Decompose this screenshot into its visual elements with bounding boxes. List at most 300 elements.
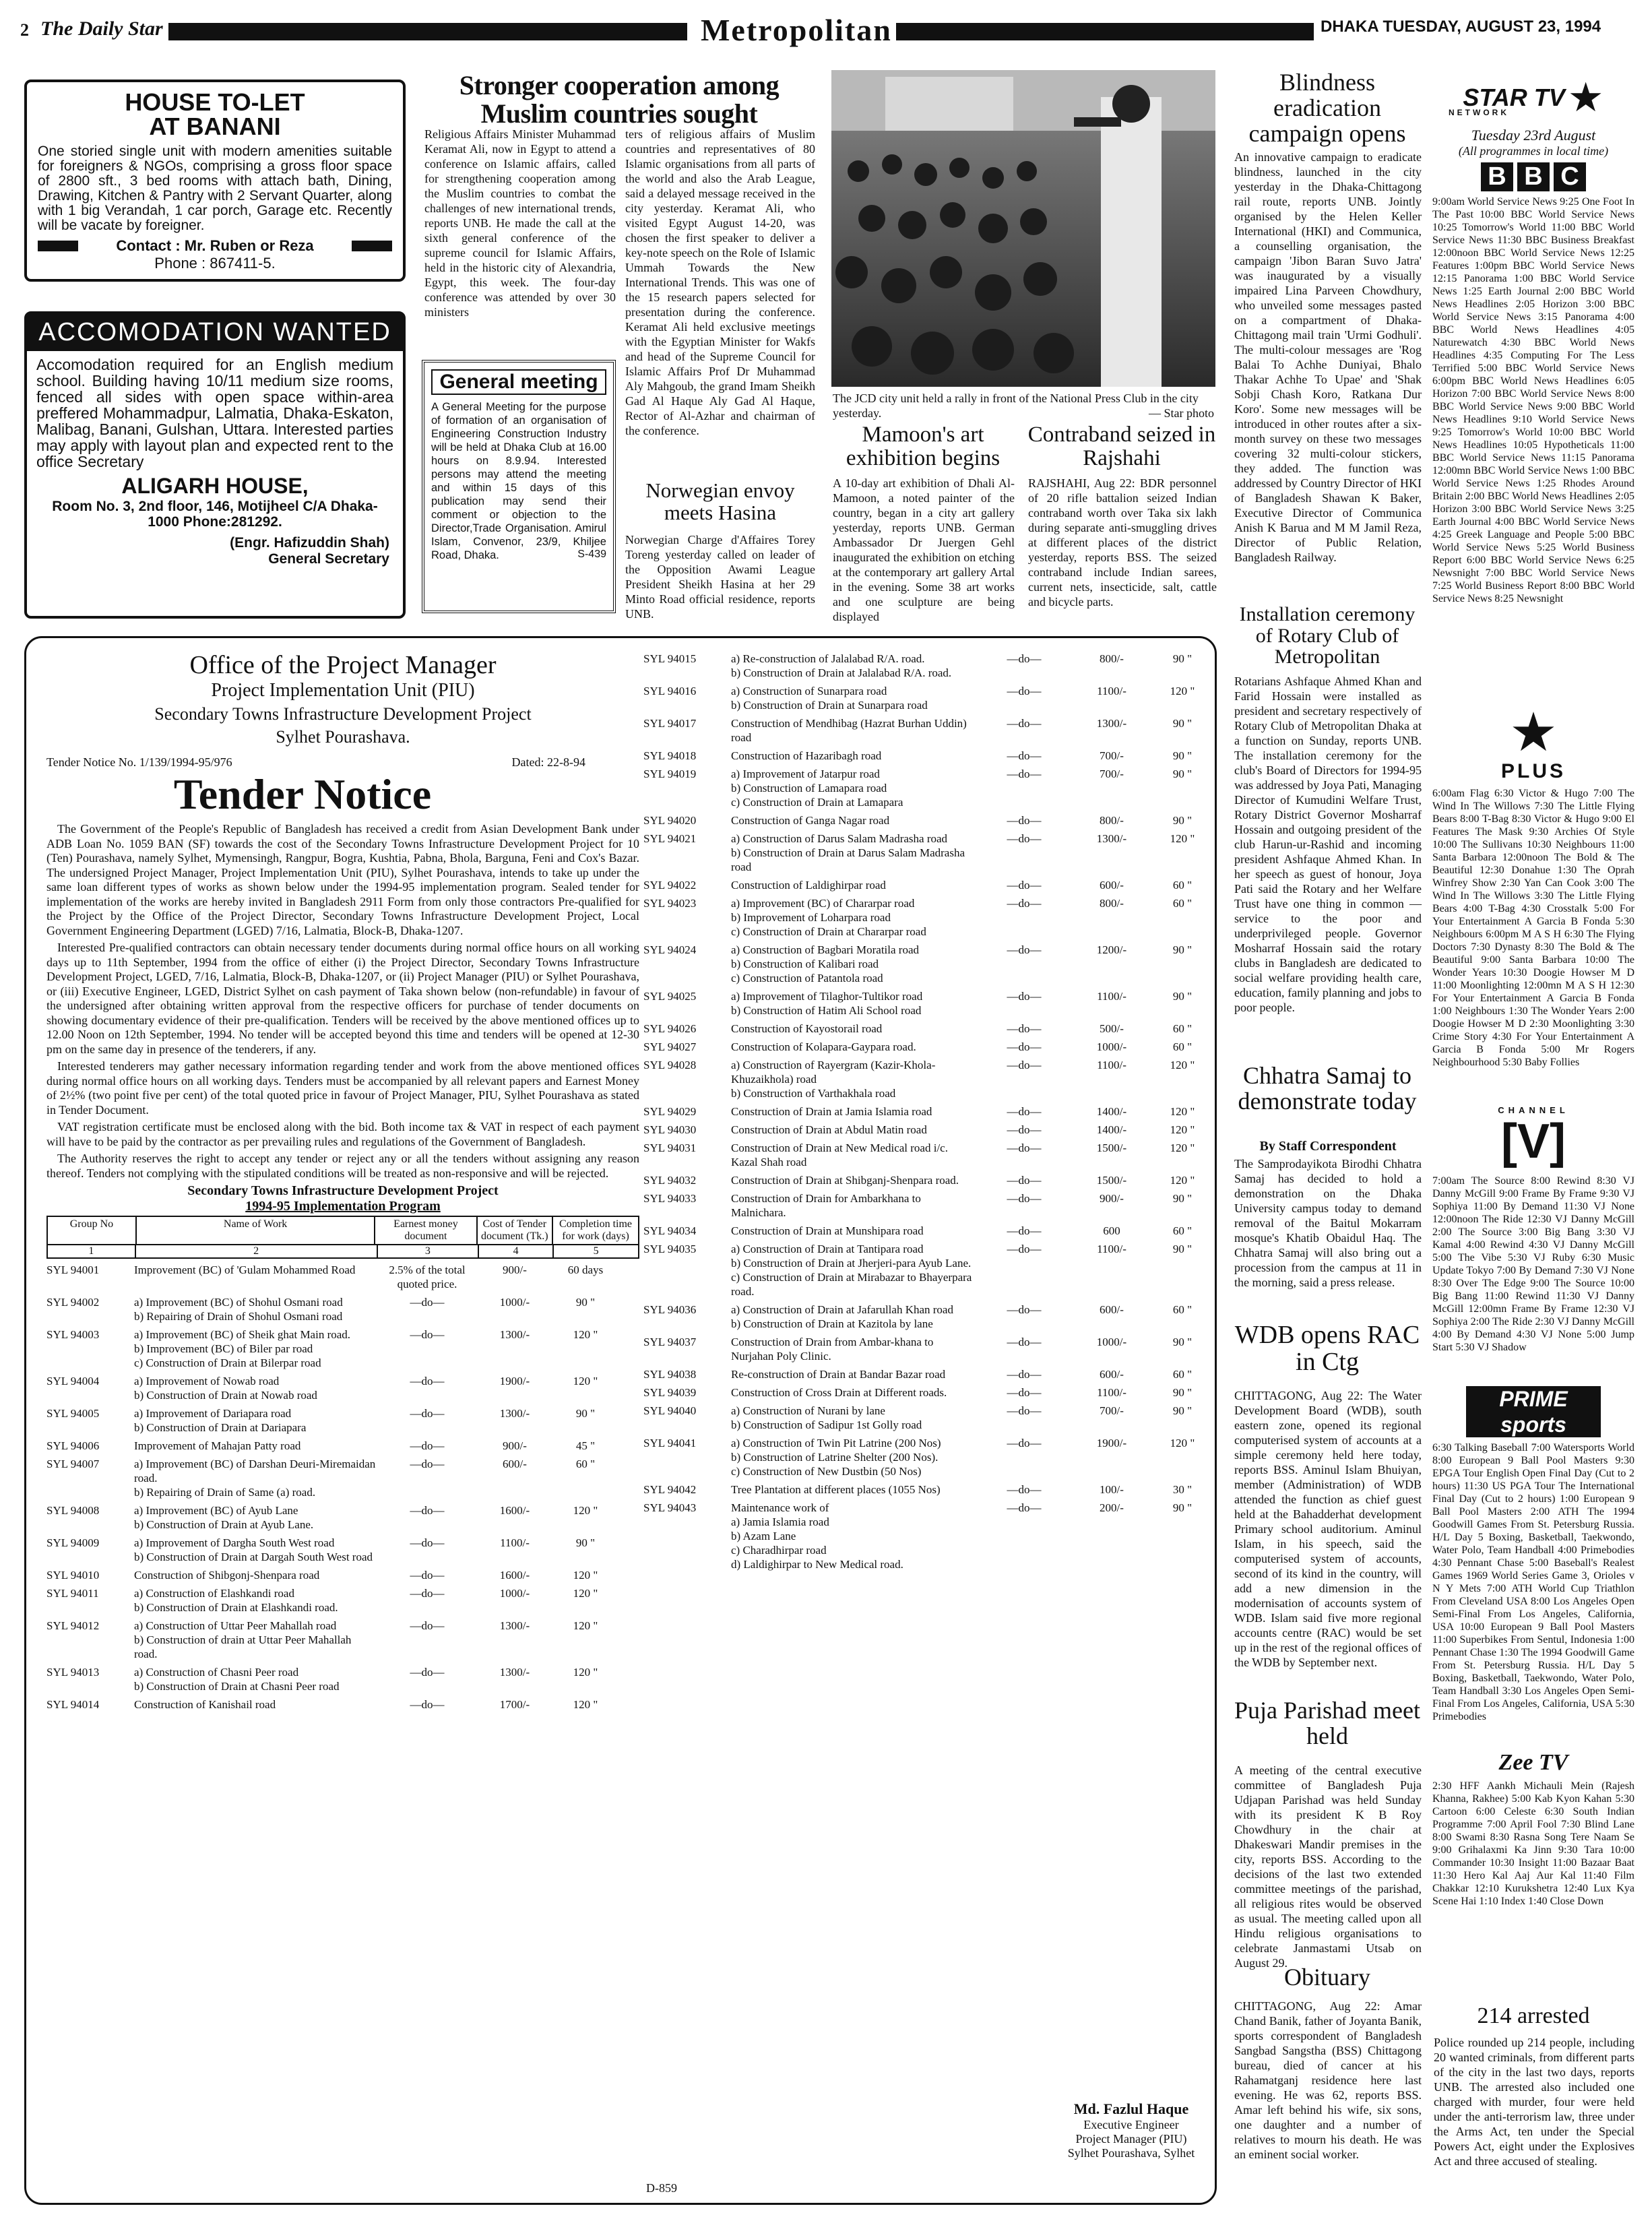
tender-cell-cost [1075,1317,1149,1331]
tender-cell-work-name: a) Construction of Darus Salam Madrasha road [731,832,948,845]
zee-tv-logo: Zee TV [1498,1750,1568,1775]
tender-cell-cost: 800/- [1100,897,1124,910]
tender-cell-group-no [46,1342,134,1356]
tender-row [46,1568,639,1582]
chhatra-byline: By Staff Correspondent [1259,1139,1397,1154]
accommodation-signer: (Engr. Hafizuddin Shah) [230,535,389,551]
tv-time-note: (All programmes in local time) [1458,144,1609,158]
tender-cell-cost [1075,1464,1149,1478]
tender-cell-work-name: b) Construction of Drain at Dariapara [134,1421,307,1434]
tender-row [46,1679,639,1693]
tender-cell-cost: 900/- [503,1439,527,1452]
tender-cell-completion: 120 " [573,1569,598,1582]
tender-cell-group-no: SYL 94033 [643,1192,697,1205]
tender-row [46,1457,639,1485]
tender-cell-group-no: SYL 94001 [46,1263,100,1276]
tender-cell-earnest-money: —do— [1007,1483,1042,1496]
chhatra-body: The Samprodayikota Birodhi Chhatra Samaj has decided to hold a demonstration on the Dhaka University campus today to demand removal of the Baitul Mokarram mosque's Khatib Obaidul Haq. The Chhatra Samaj will also bring out a procession from the campus at 11 in the morning, said a press release. [1234,1157,1422,1289]
tender-cell-group-no: SYL 94008 [46,1504,100,1517]
tender-cell-work-name: Construction of Laldighirpar road [731,879,886,892]
section-title: Metropolitan [701,13,892,47]
tender-cell-work-name: Re-construction of Drain at Bandar Bazar road [731,1368,946,1381]
tender-cell-completion [1149,781,1216,795]
tender-cell-group-no: SYL 94032 [643,1174,697,1187]
tender-cell-earnest-money: —do— [410,1569,445,1582]
tender-row [643,1515,1209,1529]
tender-cell-earnest-money [974,846,1075,874]
rally-photo [831,70,1215,387]
tender-cell-completion: 120 " [573,1666,598,1679]
tender-cell-work-name: b) Construction of Kalibari road [731,958,879,970]
tender-cell-cost [478,1356,552,1370]
channel-v-logo: [V] [1501,1115,1566,1168]
tender-cell-earnest-money: —do— [410,1458,445,1470]
tender-row [643,1501,1209,1515]
tender-cell-cost [1075,666,1149,680]
tender-cell-completion: 60 " [1172,879,1193,892]
tender-row [643,1141,1209,1169]
tender-signer-title2: Project Manager (PIU) [1075,2132,1187,2146]
tender-cell-group-no: SYL 94011 [46,1587,99,1600]
tender-cell-group-no [643,925,731,939]
tender-cell-work-name: a) Construction of Uttar Peer Mahallah road [134,1619,337,1632]
tender-cell-completion: 90 " [1172,749,1193,762]
tender-cell-earnest-money [974,1003,1075,1018]
tender-cell-group-no: SYL 94031 [643,1142,697,1154]
tender-cell-group-no [46,1309,134,1323]
tender-cell-cost [478,1309,552,1323]
tender-cell-completion: 120 " [1170,685,1195,697]
tender-row [643,878,1209,892]
house-to-let-title: HOUSE TO-LET AT BANANI [125,88,305,140]
tender-cell-cost [478,1550,552,1564]
arrested-body: Police rounded up 214 people, including 20 wanted criminals, from different parts of the city in the last two days, reports UNB. The arrested also included one charged with murder, four were held under the anti-terrorism law, three under the Arms Act, ten under the Special Powers Act, eight under the Explosives Act and three accused of stealing. [1434,2036,1634,2168]
general-meeting-code: S-439 [577,549,606,560]
tender-cell-completion: 90 " [1172,814,1193,827]
tender-cell-work-name: Construction of Drain at Jamia Islamia road [731,1105,932,1118]
tender-cell-completion: 120 " [1170,1142,1195,1154]
general-meeting-body: A General Meeting for the purpose of formation of an organisation of Engineering Construction Industry will be held at Dhaka Club at 16.00 hours on 8.9.94. Interested persons may attend the meeting and within 15 days of this publication may send their comment or objection to the Director,Trade Organisation. Amirul Islam, Convenor, 23/9, Khiljee Road, Dhaka. [431,401,606,561]
tender-cell-earnest-money: —do— [1007,1386,1042,1399]
tender-cell-earnest-money: —do— [1007,897,1042,910]
tender-cell-earnest-money: —do— [1007,990,1042,1003]
star-icon: ★ [1567,75,1604,120]
tender-cell-completion [1149,1515,1216,1529]
tender-cell-earnest-money [974,971,1075,985]
tender-cell-completion [1149,910,1216,925]
tender-cell-work-name: Construction of Cross Drain at Different roads. [731,1386,947,1399]
tender-cell-cost: 1400/- [1096,1105,1127,1118]
tender-cell-cost: 1500/- [1096,1174,1127,1187]
tender-row [643,943,1209,957]
tender-cell-completion: 60 " [1172,1224,1193,1237]
tender-place: Sylhet Pourashava. [276,727,410,747]
tender-cell-completion [1149,1557,1216,1571]
tender-cell-group-no [643,781,731,795]
tender-cell-completion: 60 " [1172,1040,1193,1053]
accommodation-ad [24,311,406,619]
tender-cell-work-name: Improvement of Mahajan Patty road [134,1439,301,1452]
tender-row [46,1503,639,1518]
tender-cell-completion: 60 " [1172,1303,1193,1316]
tender-cell-work-name: b) Improvement (BC) of Biler par road [134,1342,313,1355]
tender-cell-work-name: b) Construction of Drain at Nowab road [134,1389,317,1402]
tender-row [46,1406,639,1420]
tender-cell-completion: 90 " [1172,1404,1193,1417]
tender-row [46,1697,639,1712]
tender-cell-group-no [643,910,731,925]
tender-row [643,1224,1209,1238]
tender-cell-cost [478,1420,552,1435]
tender-cell-group-no: SYL 94005 [46,1407,100,1420]
tender-cell-group-no [46,1388,134,1402]
tender-cell-work-name: b) Construction of Drain at Kazitola by lane [731,1317,933,1330]
tender-cell-completion: 120 " [573,1698,598,1711]
tender-cell-work-name: a) Improvement (BC) of Shohul Osmani road [134,1296,343,1309]
tender-cell-group-no [643,1543,731,1557]
tender-cell-group-no [643,1557,731,1571]
tender-row [643,1385,1209,1400]
tender-cell-completion [552,1600,619,1615]
tender-cell-work-name: Construction of Hazaribagh road [731,749,882,762]
tender-cell-cost: 1100/- [1097,990,1126,1003]
tender-cell-work-name: a) Improvement (BC) of Darshan Deuri-Miremaidan road. [134,1458,376,1484]
tender-cell-completion: 90 " [575,1536,596,1549]
tender-cell-completion: 120 " [1170,1437,1195,1449]
tender-cell-work-name: a) Construction of Chasni Peer road [134,1666,299,1679]
tender-row [46,1518,639,1532]
tender-cell-work-name: a) Jamia Islamia road [731,1515,829,1528]
tender-cell-earnest-money [974,1086,1075,1100]
accommodation-signer-title: General Secretary [268,551,389,567]
tender-cell-cost: 1300/- [499,1619,530,1632]
tender-cell-earnest-money: —do— [1007,1336,1042,1348]
tender-row [643,1418,1209,1432]
tender-cell-work-name: a) Construction of Elashkandi road [134,1587,294,1600]
tender-cell-completion: 120 " [1170,1123,1195,1136]
wdb-headline: WDB opens RAC in Ctg [1234,1321,1420,1376]
tender-cell-work-name: b) Repairing of Drain of Shohul Osmani road [134,1310,343,1323]
tender-cell-cost: 1500/- [1096,1142,1127,1154]
tender-cell-earnest-money [974,666,1075,680]
tender-cell-group-no [643,1464,731,1478]
tender-cell-work-name: a) Construction of Drain at Tantipara road [731,1243,924,1255]
tender-cell-group-no: SYL 94003 [46,1328,100,1341]
tender-cell-group-no [643,957,731,971]
tender-cell-group-no [643,971,731,985]
tender-cell-cost: 1100/- [1097,1243,1126,1255]
tender-row [643,1104,1209,1119]
tender-cell-completion: 30 " [1172,1483,1193,1496]
tender-cell-group-no [643,698,731,712]
tender-project: Secondary Towns Infrastructure Development Project [154,704,532,724]
tender-cell-cost [1075,1450,1149,1464]
tender-cell-group-no: SYL 94036 [643,1303,697,1316]
tender-cell-completion [1149,1256,1216,1270]
tender-cell-earnest-money: —do— [410,1328,445,1341]
tender-cell-group-no: SYL 94026 [643,1022,697,1035]
tender-cell-cost: 1000/- [499,1296,530,1309]
tender-cell-work-name: a) Construction of Twin Pit Latrine (200 Nos) [731,1437,941,1449]
tender-row [643,846,1209,874]
tender-cell-completion: 120 " [573,1587,598,1600]
tender-cell-cost: 1300/- [1096,717,1127,730]
tender-cell-work-name: Construction of Kayostorail road [731,1022,883,1035]
tender-cell-work-name: c) Construction of Drain at Bilerpar road [134,1356,321,1369]
tender-cell-earnest-money: —do— [1007,717,1042,730]
tender-code: D-859 [646,2181,677,2195]
tender-cell-work-name: b) Construction of Lamapara road [731,782,887,794]
tender-cell-work-name: b) Construction of Sadipur 1st Golly road [731,1418,922,1431]
muslim-col2: ters of religious affairs of Muslim countries and representatives of 80 Islamic organisations from all parts of the world and also the Arab League, said a delayed message received in the city yesterday. Keramat Ali, who visited Egypt August 14-20, was chosen the first speaker to deliver a key-note speech on the Role of Islamic Ummah Towards the New International Trends. This was one of the 15 research papers selected for presentation during the conference. Keramat Ali held exclusive meetings with the Egyptian Minister for Wakfs and head of the Supreme Council for Islamic Affairs Prof Dr Muhammad Aly Mahgoub, the grand Imam Sheikh Gad Al Haque Aly Gad Al Haque, Rector of Al-Azhar and chairman of the conference. [625,127,815,437]
tender-cell-work-name: b) Construction of Drain at Elashkandi road. [134,1601,338,1614]
tender-cell-completion: 60 " [1172,1022,1193,1035]
norwegian-body: Norwegian Charge d'Affaires Torey Toreng yesterday called on leader of the Opposition Awami League President Sheikh Hasina at her 29 Minto Road official residence, reports UNB. [625,533,815,621]
paper-name: The Daily Star [40,18,163,40]
tender-cell-work-name: b) Construction of Drain at Darus Salam Madrasha road [731,846,965,873]
tender-cell-cost: 1300/- [1096,832,1127,845]
tender-row [46,1309,639,1323]
tender-cell-completion [552,1388,619,1402]
tender-cell-completion: 120 " [1170,832,1195,845]
tender-cell-completion [1149,1086,1216,1100]
accommodation-title: ACCOMODATION WANTED [27,314,403,351]
tender-cell-cost [1075,781,1149,795]
prime-sports-logo: PRIME sports [1466,1386,1601,1437]
tender-cell-earnest-money [377,1420,478,1435]
tender-cell-group-no [46,1518,134,1532]
house-to-let-contact: Contact : Mr. Ruben or Reza [38,237,392,255]
tender-cell-group-no: SYL 94041 [643,1437,697,1449]
tender-cell-earnest-money [974,795,1075,809]
tender-cell-work-name: a) Construction of Bagbari Moratila road [731,943,920,956]
tender-row [46,1619,639,1633]
tender-cell-completion: 90 " [1172,652,1193,665]
tender-cell-work-name: c) Construction of Drain at Chararpar road [731,925,926,938]
masthead-rule-right [896,23,1314,40]
tender-cell-earnest-money: —do— [1007,1243,1042,1255]
tender-cell-earnest-money: —do— [410,1698,445,1711]
tender-row [46,1600,639,1615]
tender-cell-earnest-money: —do— [1007,1303,1042,1316]
tender-cell-earnest-money [377,1600,478,1615]
tender-cell-work-name: Improvement (BC) of 'Gulam Mohammed Road [134,1263,356,1276]
tender-cell-completion: 90 " [1172,1386,1193,1399]
tender-cell-cost: 1100/- [1097,1059,1126,1071]
tender-table-header [46,1216,639,1245]
tender-cell-cost: 1200/- [1096,943,1127,956]
plus-logo: PLUS [1500,760,1566,782]
tender-cell-group-no: SYL 94040 [643,1404,697,1417]
tender-row [46,1485,639,1499]
tender-row [643,971,1209,985]
tender-cell-group-no: SYL 94035 [643,1243,697,1255]
tender-cell-completion [552,1679,619,1693]
tender-cell-earnest-money: —do— [1007,1022,1042,1035]
tender-cell-group-no [46,1600,134,1615]
tender-cell-completion [552,1633,619,1661]
tender-cell-cost: 600 [1103,1224,1120,1237]
tender-cell-group-no: SYL 94022 [643,879,697,892]
tender-cell-group-no: SYL 94028 [643,1059,697,1071]
tender-cell-completion: 90 " [1172,990,1193,1003]
tender-cell-completion: 120 " [573,1328,598,1341]
tender-cell-earnest-money [974,910,1075,925]
tender-cell-cost: 1900/- [499,1375,530,1387]
tender-cell-earnest-money: —do— [1007,1123,1042,1136]
photo-credit: — Star photo [1149,406,1214,420]
tender-cell-earnest-money: —do— [1007,685,1042,697]
tender-cell-cost: 800/- [1100,814,1124,827]
tender-cell-cost [1075,910,1149,925]
wdb-body: CHITTAGONG, Aug 22: The Water Development Board (WDB), south eastern zone, opened its regional computerised system of accounts at a simple ceremony held here today, reports BSS. Aminul Islam Bhuiyan, member (Administration) of WDB attended the function as chief guest held at the Bahadderhat development Primary school auditorium. Aminul Islam, in his speech, said the computerised system of accounts, second of its kind in the country, will add a new dimension in the modernisation of accounts system of WDB. Islam said five more regional accounts centre (RAC) would be set up in the rest of the regional offices of the WDB by September next. [1234,1389,1422,1669]
tender-para4: VAT registration certificate must be enclosed along with the bid. Both income tax & VAT in respect of each payment will have to be paid by the contractor as per prevailing rules and regulations of the Government of Bangladesh. [46,1120,639,1148]
tv-date-line: Tuesday 23rd August [1471,127,1596,144]
tender-cell-earnest-money: —do— [1007,943,1042,956]
tender-cell-group-no: SYL 94030 [643,1123,697,1136]
tender-cell-group-no: SYL 94017 [643,717,697,730]
accommodation-body: Accomodation required for an English medium school. Building having 10/11 medium size rooms, fenced all sides with open space within-area preffered Mohammadpur, Lalmatia, Dhaka-Eskaton, Malibag, Banani, Gulshan, Uttara. Interested parties may apply with layout plan and expected rent to the office Secretary [36,356,393,470]
tender-cell-work-name: c) Construction of Drain at Lamapara [731,796,903,809]
tender-row [46,1536,639,1550]
tender-row [643,1557,1209,1571]
tender-cell-completion: 90 " [575,1296,596,1309]
tender-row [643,1464,1209,1478]
tender-cell-earnest-money: —do— [1007,832,1042,845]
masthead-rule-left [168,23,687,40]
mamoon-headline: Mamoon's art exhibition begins [846,423,1000,470]
tender-unit: Project Implementation Unit (PIU) [211,680,475,701]
tender-title: Tender Notice [173,770,432,818]
tender-cell-earnest-money: —do— [1007,768,1042,780]
tender-cell-completion: 90 " [575,1407,596,1420]
tender-cell-work-name: a) Improvement of Tilaghor-Tultikor road [731,990,923,1003]
tender-para5: The Authority reserves the right to accept any tender or reject any or all the tenders without assigning any reason thereof. Tenders not complying with the stipulated conditions will be treated as non-responsive and will be rejected. [46,1152,639,1180]
tender-row [643,781,1209,795]
tender-row [643,1086,1209,1100]
tender-cell-work-name: Construction of Kanishail road [134,1698,276,1711]
tender-cell-group-no [643,1003,731,1018]
tender-cell-group-no [46,1679,134,1693]
tender-cell-group-no: SYL 94013 [46,1666,100,1679]
tender-row [643,684,1209,698]
tender-cell-cost: 1100/- [500,1536,530,1549]
tender-notice [24,636,1217,2205]
tender-cell-group-no [46,1420,134,1435]
tender-cell-work-name: b) Construction of Drain at Jherjeri-para Ayub Lane. [731,1257,972,1270]
tender-cell-completion: 120 " [573,1504,598,1517]
tender-row [643,896,1209,910]
tender-cell-work-name: a) Improvement (BC) of Chararpar road [731,897,915,910]
tender-cell-earnest-money [974,1529,1075,1543]
tender-cell-earnest-money: —do— [410,1536,445,1549]
blindness-headline: Blindness eradication campaign opens [1248,69,1406,147]
tender-notice-no: Tender Notice No. 1/139/1994-95/976 [46,755,232,769]
tender-cell-work-name: Construction of Drain for Ambarkhana to Malnichara. [731,1192,921,1219]
tender-cell-group-no [643,1270,731,1299]
tender-cell-earnest-money [377,1679,478,1693]
tender-cell-work-name: a) Improvement of Dargha South West road [134,1536,335,1549]
tender-cell-earnest-money: —do— [410,1375,445,1387]
tender-cell-work-name: c) Construction of New Dustbin (50 Nos) [731,1465,922,1478]
tender-cell-cost [478,1600,552,1615]
tender-row [643,1367,1209,1381]
tender-row [46,1295,639,1309]
tender-row [643,716,1209,745]
tender-row [46,1327,639,1342]
tender-cell-earnest-money [974,1270,1075,1299]
tender-cell-earnest-money: —do— [1007,1404,1042,1417]
tender-cell-earnest-money [974,1450,1075,1464]
tender-cell-completion [1149,1529,1216,1543]
tender-cell-cost: 700/- [1100,768,1124,780]
blindness-body: An innovative campaign to eradicate blindness, launched in the city yesterday in the Dhaka-Chittagong rail route, reports UNB. Jointly organised by the Helen Keller International (HKI) and Communica, a counselling organisation, the campaign 'Jibon Baran Suvo Jatra' was inaugurated by a visually impaired Lina Parveen Chowdhury, who unveiled some messages pasted on a compartment of Dhaka-Chittagong mail train 'Urmi Godhuli'. The multi-colour messages are 'Rog Balai To Achhe Duniyai, Bhalo Thakar Achhe To Upae' and 'Shak Sobji Chash Koro, Ratkana Dur Koro'. Some new messages will be introduced in other routes after a six-month survey on these two messages covering 32 multi-colour stickers, they added. The function was addressed by Country Director of HKI of Bangladesh Shawan K Baker, Executive Director of Communica Anish K Barua and M M Jamil Reza, Director of Public Relation, Bangladesh Railway. [1234,150,1422,564]
tender-cell-work-name: Construction of Kolapara-Gaypara road. [731,1040,916,1053]
tender-cell-earnest-money: —do— [1007,749,1042,762]
tender-cell-earnest-money [974,1256,1075,1270]
tender-cell-completion [1149,1543,1216,1557]
tender-para2: Interested Pre-qualified contractors can obtain necessary tender documents during normal office hours on all working days up to 11th September, 1994 from the office of either (i) the Project Director, Secondary Towns Infrastructure Development Project, LGED, 7/16, Lalmatia, Block-B, Dhaka-1207, or (ii) Project Manager (PIU) or Sylhet Pourashava, or (iii) Executive Engineer, LGED, District Sylhet on cash payment of Taka shown below (non-refundable) in favour of the undersigned after obtaining written approval from the respective officers for purchase of tender documents on showing documentary evidence of their pre-qualification. Tenders will be received by the above mentioned offices up to 12.00 Noon on 12th September, 1994. No tender will be accepted beyond this time and tenders will be opened at 12-30 pm on the same day in presence of the tenderers, if any. [46,941,639,1056]
header-cost: Cost of Tender document (Tk.) [478,1217,553,1244]
tender-cell-work-name: Maintenance work of [731,1501,829,1514]
tender-cell-group-no [643,666,731,680]
puja-headline: Puja Parishad meet held [1234,1697,1420,1749]
tender-cell-cost [1075,1557,1149,1571]
tender-cell-earnest-money [974,957,1075,971]
tender-cell-completion: 120 " [1170,1105,1195,1118]
tender-cell-cost [1075,1418,1149,1432]
tender-cell-earnest-money: —do— [1007,1040,1042,1053]
tv-listings [1432,67,1634,2001]
tender-cell-cost: 200/- [1100,1501,1124,1514]
muslim-col1: Religious Affairs Minister Muhammad Keramat Ali, now in Egypt to attend a conference on Islamic affairs, called for strengthening cooperation among the Muslim countries to combat the challenges of new international trends, reports UNB. He made the call at the sixth general conference of the supreme council for Islamic Affairs, held in the historic city of Alexandria, Egypt, this week. The four-day conference was attended by over 30 ministers [424,127,616,319]
tender-row [643,910,1209,925]
tender-cell-earnest-money [974,1515,1075,1529]
tender-cell-cost: 600/- [503,1458,527,1470]
tender-row [643,813,1209,827]
tender-cell-group-no: SYL 94002 [46,1296,100,1309]
tender-signer-title3: Sylhet Pourashava, Sylhet [1067,2146,1195,2160]
tender-cell-work-name: b) Construction of Drain at Sunarpara road [731,699,928,712]
tender-row [643,957,1209,971]
tender-cell-cost: 1000/- [1096,1040,1127,1053]
tender-cell-earnest-money [974,1543,1075,1557]
tender-cell-cost [1075,1543,1149,1557]
accommodation-org: ALIGARH HOUSE, [121,474,309,498]
tender-cell-completion [1149,957,1216,971]
tender-cell-cost: 1600/- [499,1504,530,1517]
tender-cell-completion [552,1485,619,1499]
tender-cell-cost [478,1633,552,1661]
tender-row [643,1529,1209,1543]
tender-cell-completion [1149,698,1216,712]
tender-cell-work-name: Construction of Drain at Shibganj-Shenpara road. [731,1174,959,1187]
tender-cell-group-no [643,1450,731,1464]
tender-cell-group-no [643,1529,731,1543]
tender-cell-completion: 120 " [573,1375,598,1387]
tender-cell-group-no [46,1356,134,1370]
tender-cell-earnest-money: —do— [410,1619,445,1632]
tender-cell-cost: 1000/- [1096,1336,1127,1348]
tender-cell-cost [478,1485,552,1499]
tender-cell-cost [478,1518,552,1532]
star-tv-network: NETWORK [1449,108,1509,117]
tender-schedule-left [46,1263,639,1964]
tender-row [46,1420,639,1435]
tender-cell-earnest-money: —do— [1007,1105,1042,1118]
tender-cell-cost [1075,1086,1149,1100]
tender-cell-earnest-money: —do— [410,1439,445,1452]
